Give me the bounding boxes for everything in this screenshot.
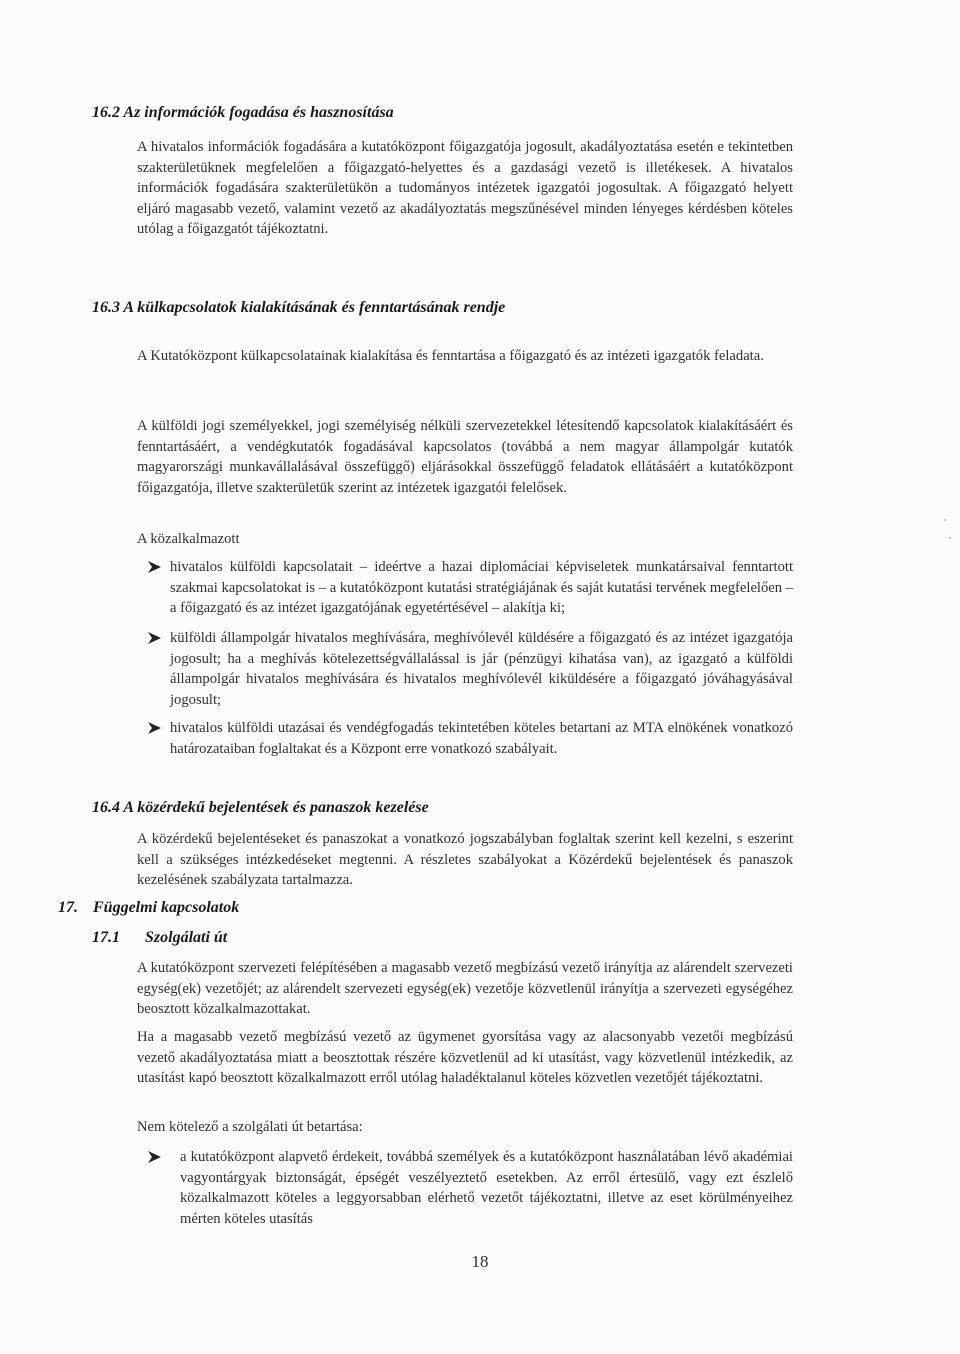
- scan-speck: [949, 537, 951, 539]
- arrowhead-bullet-icon: [147, 630, 163, 646]
- section-17-1-paragraph-3: Nem kötelező a szolgálati út betartása:: [137, 1119, 363, 1135]
- section-16-4-heading: 16.4 A közérdekű bejelentések és panaszok kezelése: [92, 799, 429, 816]
- arrowhead-bullet-icon: [147, 1149, 163, 1165]
- section-17-1-number: 17.1: [92, 929, 120, 946]
- section-16-2-paragraph: A hivatalos információk fogadására a kutatóközpont főigazgatója jogosult, akadályoztatása esetén e tekintetben szakterületüknek megfelelően a főigazgató-helyettes és a gazdasági vezető is illetékesek. A hivatalos információk fogadására szakterületükön a tudományos intézetek igazgatói jogosultak. A főigazgató helyett eljáró magasabb vezető, valamint vezető az akadályoztatás megszűnésével minden lényeges kérdésben köteles utólag a főigazgatót tájékoztatni.: [137, 139, 793, 238]
- section-16-3-paragraph-2: A külföldi jogi személyekkel, jogi személyiség nélküli szervezetekkel létesítendő kapcsolatok kialakításáért és fenntartásáért, a vendégkutatók fogadásával kapcsolatos (továbbá a nem magyar állampolgár kutatók magyarországi munkavállalásával összefüggő) eljárásokkal összefüggő feladatok ellátásáért a kutatóközpont főigazgatója, illetve szakterületük szerint az intézetek igazgatói felelősek.: [137, 418, 793, 496]
- list-item-text: hivatalos külföldi kapcsolatait – ideértve a hazai diplomáciai képviseletek munkatársaival fenntartott szakmai kapcsolatokat is – a kutatóközpont kutatási stratégiájának és saját kutatási tervének megfelelően – a főigazgató és az intézet igazgatójának egyetértésével – alakítja ki;: [170, 559, 793, 617]
- section-17-heading: Függelmi kapcsolatok: [93, 899, 240, 916]
- section-16-4-paragraph: A közérdekű bejelentéseket és panaszokat a vonatkozó jogszabályban foglaltak szerint kell kezelni, s eszerint kell a szükséges intézkedéseket megtenni. A részletes szabályokat a Közérdekű bejelentések és panaszok kezelésének szabályzata tartalmazza.: [137, 831, 793, 889]
- list-item-text: külföldi állampolgár hivatalos meghívására, meghívólevél küldésére a főigazgató és az intézet igazgatója jogosult; ha a meghívás kötelezettségvállalással is jár (pénzügyi kihatása van), az igazgató a külföldi állampolgár hivatalos meghívására és hivatalos meghívólevél kiküldésére a főigazgató jóváhagyásával jogosult;: [170, 630, 793, 708]
- section-17-1-heading: Szolgálati út: [145, 929, 228, 946]
- section-16-3-paragraph-1: A Kutatóközpont külkapcsolatainak kialakítása és fenntartása a főigazgató és az intézeti igazgatók feladata.: [137, 348, 764, 364]
- list-item-text: hivatalos külföldi utazásai és vendégfogadás tekintetében köteles betartani az MTA elnökének vonatkozó határozataiban foglaltakat és a Központ erre vonatkozó szabályait.: [170, 720, 793, 757]
- list-item-text: a kutatóközpont alapvető érdekeit, továbbá személyek és a kutatóközpont használatában lévő akadémiai vagyontárgyak biztonságát, épségét veszélyeztető esetekben. Az erről értesülő, vagy ezt észlelő közalkalmazott köteles a leggyorsabban elérhető vezetőt tájékoztatni, illetve az eset körülményeihez mérten köteles utasítás: [180, 1149, 793, 1227]
- section-16-3-heading: 16.3 A külkapcsolatok kialakításának és fenntartásának rendje: [92, 299, 506, 316]
- section-17-number: 17.: [58, 899, 78, 916]
- section-17-1-paragraph-1: A kutatóközpont szervezeti felépítésében a magasabb vezető megbízású vezető irányítja az alárendelt szervezeti egység(ek) vezetőjét; az alárendelt szervezeti egység(ek) vezetője közvetlenül irányítja a szervezeti egységéhez beosztott közalkalmazottakat.: [137, 960, 793, 1018]
- section-17-1-paragraph-2: Ha a magasabb vezető megbízású vezető az ügymenet gyorsítása vagy az alacsonyabb vezetői megbízású vezető akadályoztatása miatt a beosztottak részére közvetlenül ad ki utasítást, vagy közvetlenül intézkedik, az utasítást kapó beosztott közalkalmazott erről utólag haladéktalanul köteles közvetlen vezetőjét tájékoztatni.: [137, 1029, 793, 1087]
- arrowhead-bullet-icon: [147, 559, 163, 575]
- arrowhead-bullet-icon: [147, 720, 163, 736]
- section-16-2-heading: 16.2 Az információk fogadása és hasznosítása: [92, 104, 394, 121]
- page-number: 18: [471, 1252, 489, 1271]
- scan-speck: [944, 519, 946, 521]
- section-16-3-paragraph-3: A közalkalmazott: [137, 531, 240, 547]
